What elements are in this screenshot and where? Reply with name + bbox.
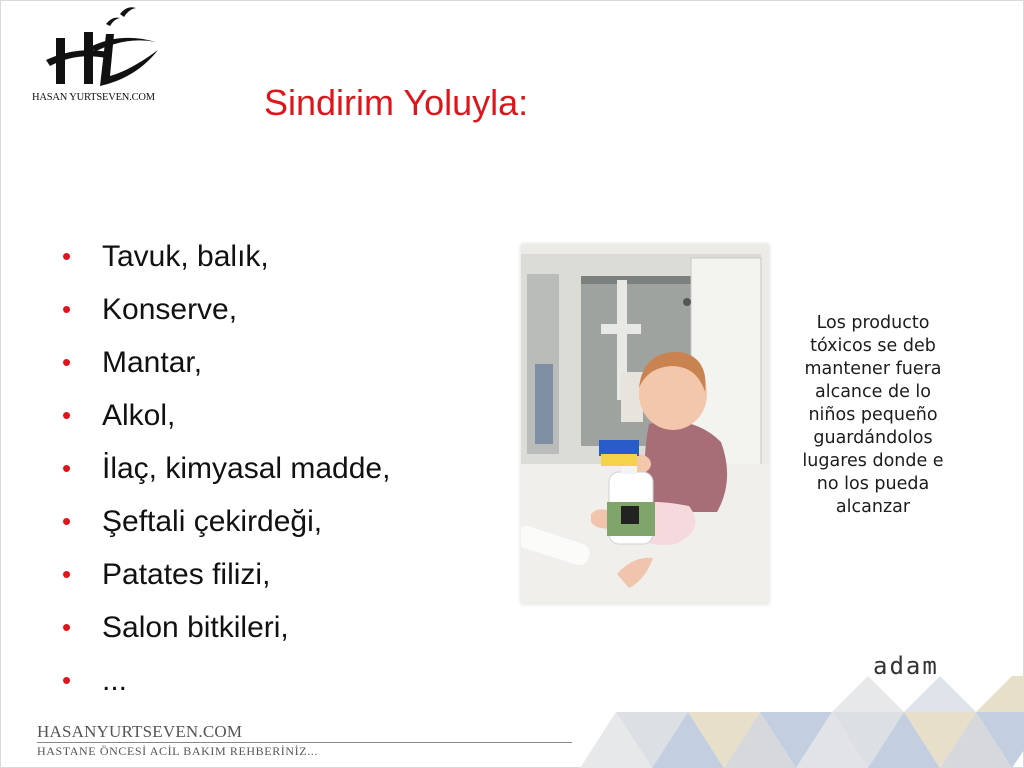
bullet-item xyxy=(62,230,390,283)
bullet-dot: • xyxy=(62,294,72,324)
footer-site-name: HASANYURTSEVEN.COM xyxy=(37,722,243,741)
bullet-dot: • xyxy=(62,559,72,589)
bullet-item xyxy=(62,283,390,336)
bullet-dot: • xyxy=(62,241,72,271)
bullet-dot: • xyxy=(62,347,72,377)
bullet-dot: • xyxy=(62,506,72,536)
adam-brand-logo: adam xyxy=(873,652,939,680)
bullet-item xyxy=(62,442,390,495)
bullet-item xyxy=(62,389,390,442)
bullet-dot: • xyxy=(62,400,72,430)
footer-divider xyxy=(37,742,572,743)
logo-text: HASAN YURTSEVEN.COM xyxy=(32,92,155,103)
bullet-item xyxy=(62,336,390,389)
bullet-text: Salon bitkileri, xyxy=(102,611,289,644)
bullet-item xyxy=(62,654,390,707)
bullet-item xyxy=(62,601,390,654)
decorative-triangles xyxy=(580,676,1024,768)
bullet-text: Mantar, xyxy=(102,346,203,379)
bullet-text: İlaç, kimyasal madde, xyxy=(102,452,391,485)
slide-title: Sindirim Yoluyla: xyxy=(264,82,529,123)
photo-caption: Los producto tóxicos se deb mantener fuera alcance de lo niños pequeño guardándolos lugares donde e no los pueda alcanzar xyxy=(802,313,944,517)
bullet-dot: • xyxy=(62,665,72,695)
bullet-text: ... xyxy=(102,664,128,697)
bullet-list xyxy=(62,230,390,707)
bullet-text: Alkol, xyxy=(102,399,176,432)
footer-tagline: HASTANE ÖNCESİ ACİL BAKIM REHBERİNİZ... xyxy=(37,744,318,758)
bullet-text: Şeftali çekirdeği, xyxy=(102,505,323,538)
bullet-item xyxy=(62,495,390,548)
hl-birds-logo-icon xyxy=(36,6,166,92)
bullet-text: Konserve, xyxy=(102,293,238,326)
bullet-dot: • xyxy=(62,612,72,642)
bullet-dot: • xyxy=(62,453,72,483)
child-with-poison-bottle-photo xyxy=(521,244,769,604)
bullet-item xyxy=(62,548,390,601)
bullet-text: Tavuk, balık, xyxy=(102,240,269,273)
site-logo xyxy=(28,6,168,106)
bullet-text: Patates filizi, xyxy=(102,558,271,591)
